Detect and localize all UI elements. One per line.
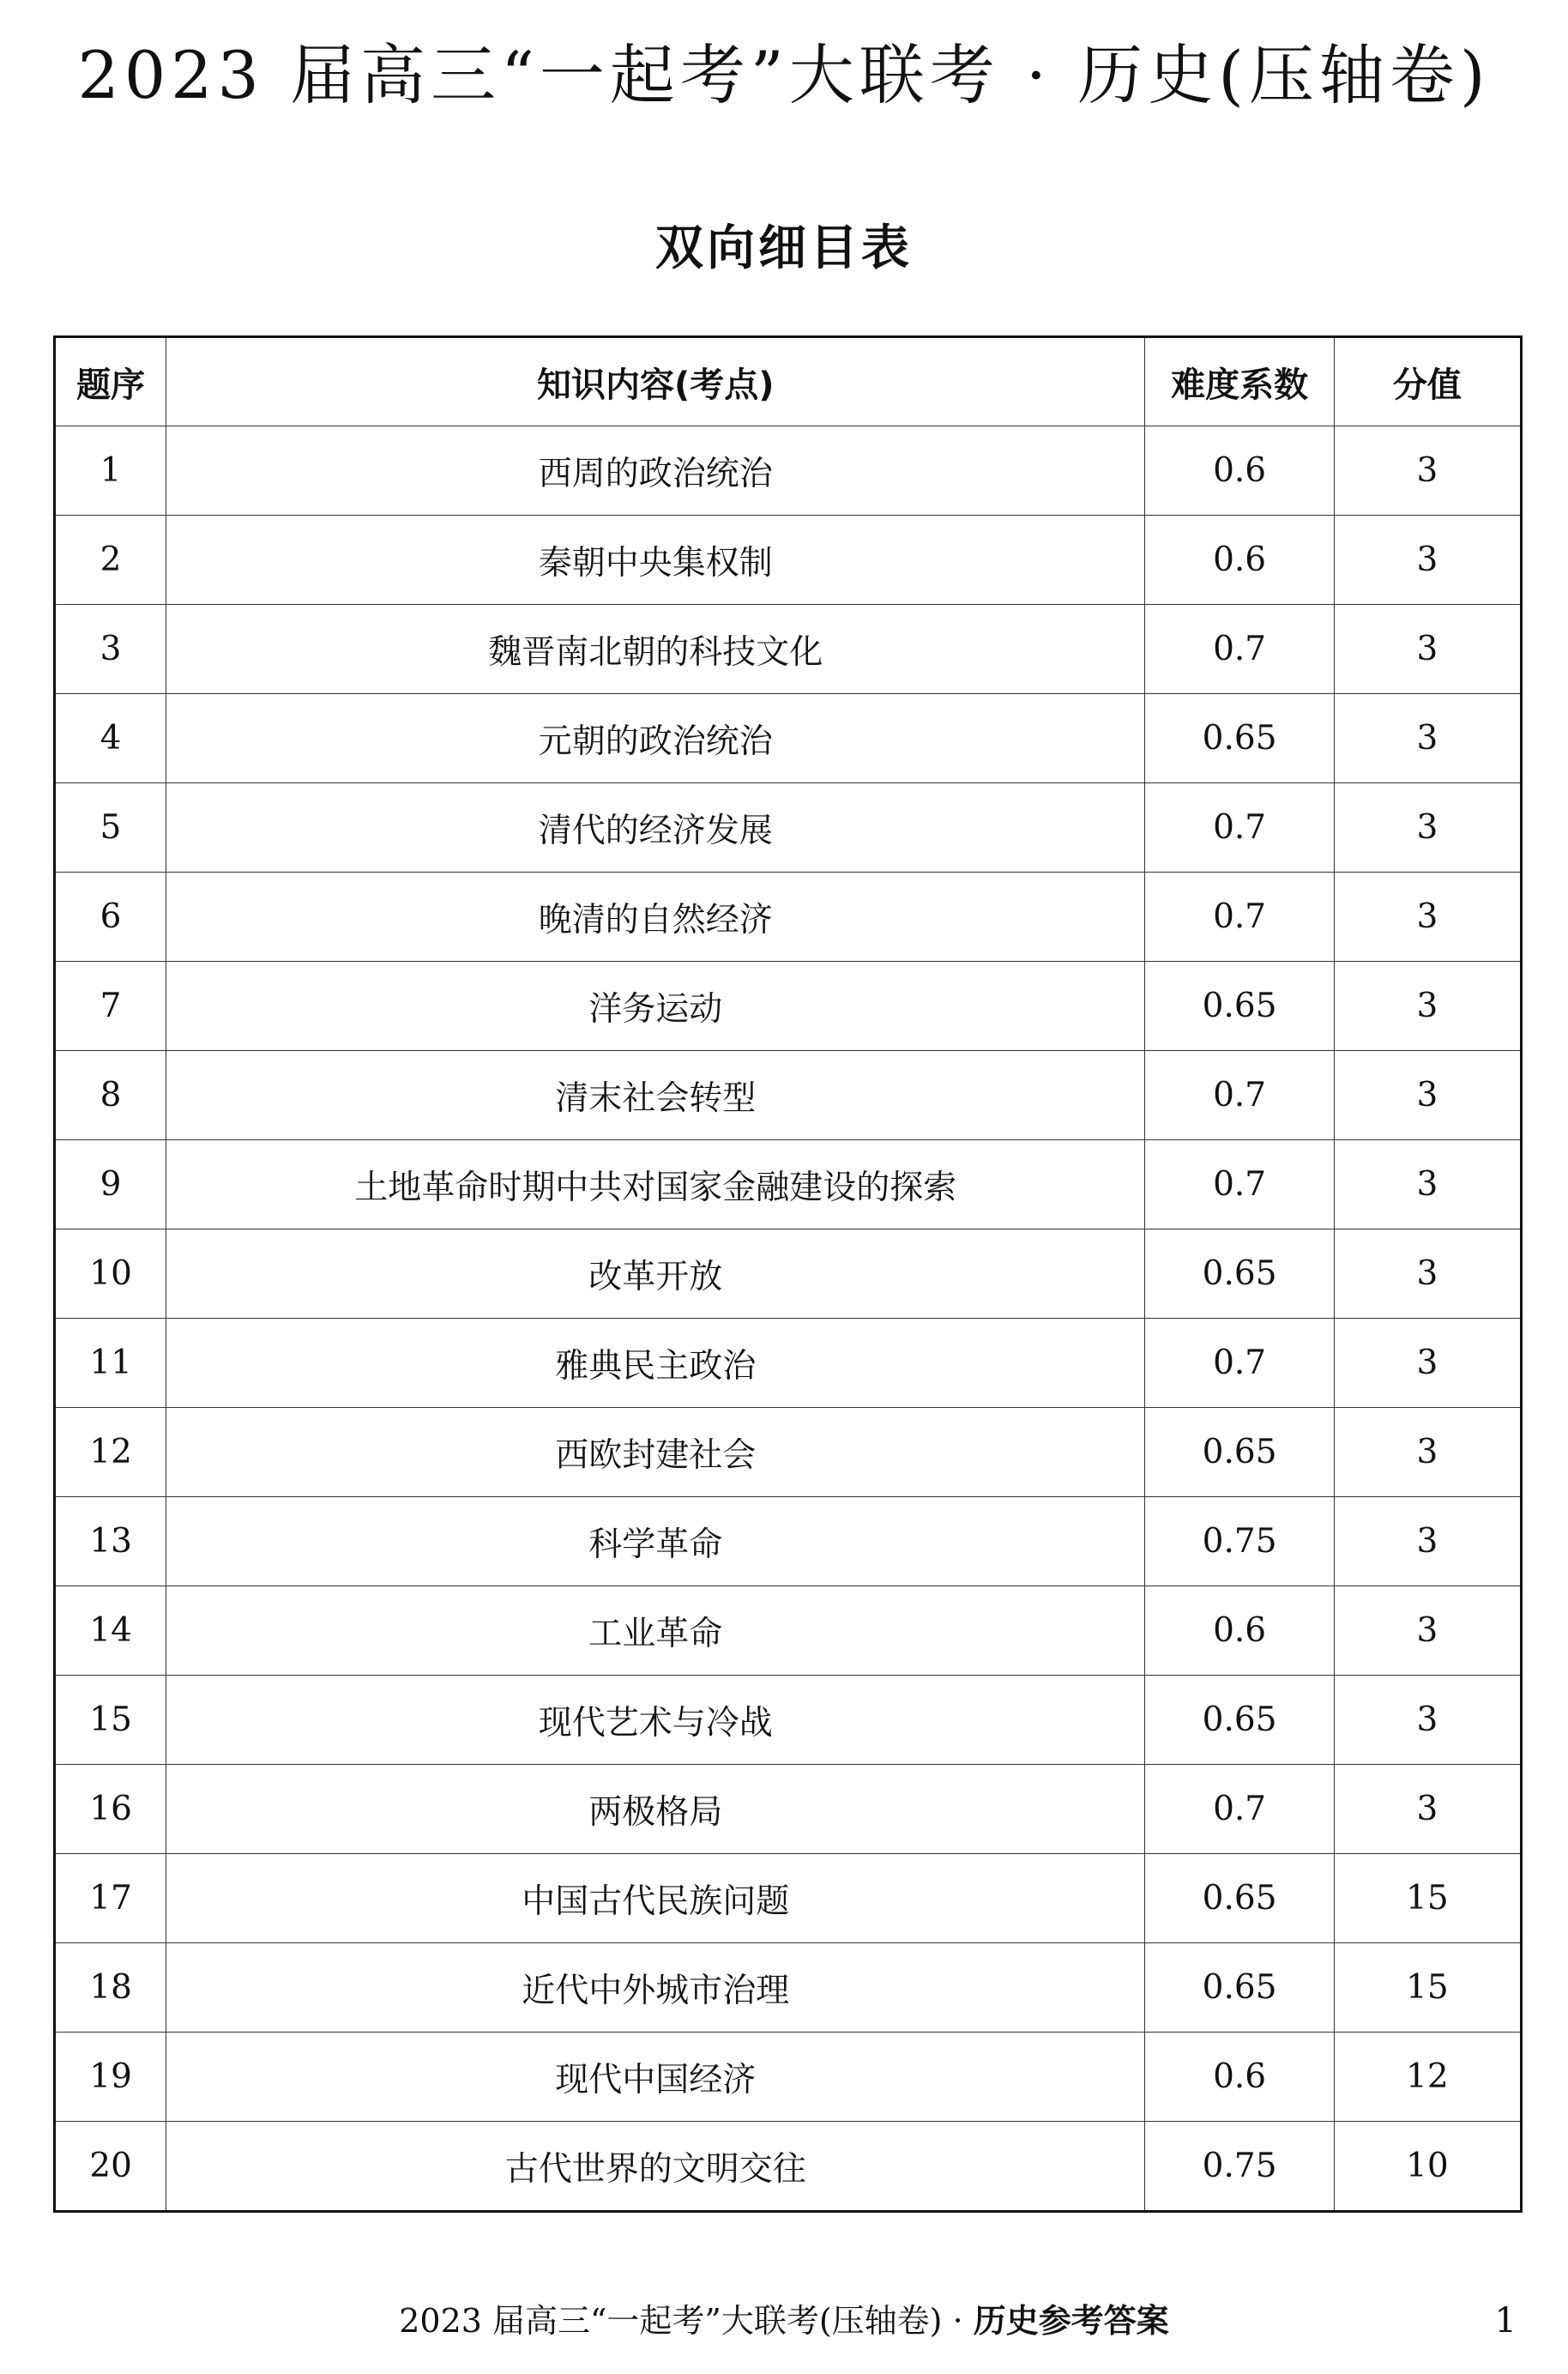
column-header-score: 分值 [1334, 337, 1521, 426]
table-row [55, 1229, 1522, 1319]
table-row [55, 873, 1522, 962]
cell-topic: 工业革命 [166, 1586, 1145, 1676]
table-row [55, 694, 1522, 783]
table-body [55, 426, 1522, 2212]
cell-score: 3 [1334, 873, 1521, 962]
cell-score: 3 [1334, 1229, 1521, 1319]
cell-difficulty: 0.6 [1145, 426, 1334, 516]
cell-difficulty: 0.7 [1145, 1140, 1334, 1229]
table-row [55, 1586, 1522, 1676]
cell-topic: 秦朝中央集权制 [166, 516, 1145, 605]
cell-number: 14 [55, 1586, 166, 1676]
cell-topic: 晚清的自然经济 [166, 873, 1145, 962]
footer-exam-name: 2023 届高三“一起考”大联考(压轴卷) · [399, 2302, 974, 2340]
cell-number: 19 [55, 2033, 166, 2122]
footer-subject: 历史参考答案 [973, 2302, 1169, 2340]
cell-topic: 雅典民主政治 [166, 1319, 1145, 1408]
cell-topic: 中国古代民族问题 [166, 1854, 1145, 1943]
table-row [55, 1051, 1522, 1140]
cell-topic: 元朝的政治统治 [166, 694, 1145, 783]
cell-score: 12 [1334, 2033, 1521, 2122]
cell-score: 3 [1334, 1140, 1521, 1229]
table-row [55, 2122, 1522, 2212]
cell-score: 15 [1334, 1854, 1521, 1943]
cell-number: 16 [55, 1765, 166, 1854]
cell-topic: 洋务运动 [166, 962, 1145, 1051]
cell-topic: 现代中国经济 [166, 2033, 1145, 2122]
table-row [55, 1943, 1522, 2033]
cell-score: 3 [1334, 1586, 1521, 1676]
cell-topic: 西周的政治统治 [166, 426, 1145, 516]
column-header-topic: 知识内容(考点) [166, 337, 1145, 426]
cell-score: 3 [1334, 694, 1521, 783]
section-title: 双向细目表 [655, 220, 913, 276]
cell-topic: 近代中外城市治理 [166, 1943, 1145, 2033]
table-row [55, 1676, 1522, 1765]
cell-number: 6 [55, 873, 166, 962]
cell-number: 13 [55, 1497, 166, 1586]
table-row [55, 2033, 1522, 2122]
cell-number: 2 [55, 516, 166, 605]
column-header-number: 题序 [55, 337, 166, 426]
cell-score: 3 [1334, 516, 1521, 605]
document-title: 2023 届高三“一起考”大联考 · 历史(压轴卷) [77, 37, 1491, 113]
cell-topic: 现代艺术与冷战 [166, 1676, 1145, 1765]
cell-number: 20 [55, 2122, 166, 2212]
specification-table [53, 335, 1523, 2213]
cell-score: 3 [1334, 1765, 1521, 1854]
cell-number: 10 [55, 1229, 166, 1319]
cell-difficulty: 0.65 [1145, 1408, 1334, 1497]
table-header-row [55, 337, 1522, 426]
cell-difficulty: 0.7 [1145, 1765, 1334, 1854]
cell-topic: 清末社会转型 [166, 1051, 1145, 1140]
cell-score: 15 [1334, 1943, 1521, 2033]
cell-score: 3 [1334, 426, 1521, 516]
cell-topic: 古代世界的文明交往 [166, 2122, 1145, 2212]
cell-difficulty: 0.65 [1145, 1943, 1334, 2033]
cell-number: 9 [55, 1140, 166, 1229]
cell-difficulty: 0.65 [1145, 1854, 1334, 1943]
table-row [55, 1765, 1522, 1854]
table-row [55, 962, 1522, 1051]
cell-difficulty: 0.7 [1145, 873, 1334, 962]
cell-difficulty: 0.7 [1145, 1051, 1334, 1140]
table-row [55, 1319, 1522, 1408]
cell-difficulty: 0.7 [1145, 605, 1334, 694]
cell-difficulty: 0.6 [1145, 1586, 1334, 1676]
cell-number: 4 [55, 694, 166, 783]
cell-difficulty: 0.75 [1145, 2122, 1334, 2212]
table-row [55, 1140, 1522, 1229]
cell-topic: 魏晋南北朝的科技文化 [166, 605, 1145, 694]
cell-topic: 改革开放 [166, 1229, 1145, 1319]
cell-score: 3 [1334, 605, 1521, 694]
cell-score: 3 [1334, 1319, 1521, 1408]
table-row [55, 426, 1522, 516]
cell-topic: 科学革命 [166, 1497, 1145, 1586]
cell-topic: 土地革命时期中共对国家金融建设的探索 [166, 1140, 1145, 1229]
cell-number: 17 [55, 1854, 166, 1943]
cell-number: 7 [55, 962, 166, 1051]
cell-difficulty: 0.6 [1145, 516, 1334, 605]
table-row [55, 1497, 1522, 1586]
cell-number: 1 [55, 426, 166, 516]
cell-number: 12 [55, 1408, 166, 1497]
cell-topic: 两极格局 [166, 1765, 1145, 1854]
cell-score: 3 [1334, 1497, 1521, 1586]
cell-score: 3 [1334, 1051, 1521, 1140]
cell-difficulty: 0.65 [1145, 1229, 1334, 1319]
cell-number: 18 [55, 1943, 166, 2033]
cell-score: 3 [1334, 783, 1521, 873]
cell-score: 3 [1334, 1676, 1521, 1765]
footer-text [0, 2295, 1568, 2347]
table-row [55, 516, 1522, 605]
table-row [55, 1408, 1522, 1497]
cell-topic: 西欧封建社会 [166, 1408, 1145, 1497]
cell-topic: 清代的经济发展 [166, 783, 1145, 873]
cell-difficulty: 0.65 [1145, 962, 1334, 1051]
cell-number: 3 [55, 605, 166, 694]
column-header-difficulty: 难度系数 [1145, 337, 1334, 426]
cell-difficulty: 0.65 [1145, 694, 1334, 783]
cell-number: 8 [55, 1051, 166, 1140]
cell-number: 5 [55, 783, 166, 873]
cell-difficulty: 0.65 [1145, 1676, 1334, 1765]
table-row [55, 605, 1522, 694]
cell-score: 3 [1334, 1408, 1521, 1497]
cell-score: 10 [1334, 2122, 1521, 2212]
page-number: 1 [1494, 2301, 1517, 2341]
cell-score: 3 [1334, 962, 1521, 1051]
cell-difficulty: 0.7 [1145, 1319, 1334, 1408]
page-footer [0, 2295, 1568, 2347]
table-row [55, 1854, 1522, 1943]
table-row [55, 783, 1522, 873]
cell-difficulty: 0.75 [1145, 1497, 1334, 1586]
cell-number: 15 [55, 1676, 166, 1765]
cell-number: 11 [55, 1319, 166, 1408]
cell-difficulty: 0.7 [1145, 783, 1334, 873]
cell-difficulty: 0.6 [1145, 2033, 1334, 2122]
